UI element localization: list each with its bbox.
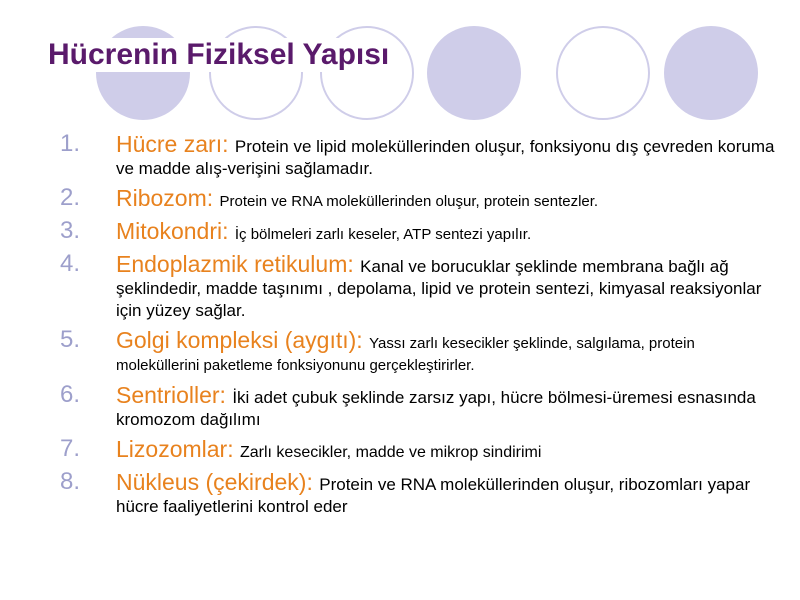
item-description: İç bölmeleri zarlı keseler, ATP sentezi yapılır. [234, 226, 532, 243]
item-description: Protein ve RNA moleküllerinden oluşur, protein sentezler. [219, 193, 599, 210]
item-term: Ribozom: [116, 185, 220, 211]
item-description: Protein ve lipid moleküllerinden oluşur, fonksiyonu dış çevreden koruma ve madde alış-verişini sağlamadır. [116, 137, 775, 178]
item-number: 2. [60, 184, 81, 211]
slide-title: Hücrenin Fiziksel Yapısı [48, 38, 395, 72]
organelle-list [60, 130, 780, 522]
list-item [60, 250, 780, 322]
item-number: 8. [60, 468, 81, 495]
decor-circle-4 [427, 26, 521, 120]
list-item [60, 184, 780, 213]
item-description: Zarlı kesecikler, madde ve mikrop sindirimi [239, 444, 542, 461]
item-number: 1. [60, 130, 81, 157]
item-term: Lizozomlar: [116, 436, 240, 462]
item-term: Golgi kompleksi (aygıtı): [116, 327, 370, 353]
item-description: Kanal ve borucuklar şeklinde membrana bağlı ağ şeklindedir, madde taşınımı , depolama, lipid ve protein sentezi, kimyasal reaksiyonlar için yüzey sağlar. [116, 257, 762, 320]
item-term: Hücre zarı: [116, 131, 235, 157]
item-description: Protein ve RNA moleküllerinden oluşur, ribozomları yapar hücre faaliyetlerini kontrol eder [116, 475, 751, 516]
item-term: Mitokondri: [116, 218, 235, 244]
item-number: 4. [60, 250, 81, 277]
item-number: 3. [60, 217, 81, 244]
list-item [60, 435, 780, 464]
item-term: Nükleus (çekirdek): [116, 469, 320, 495]
list-item [60, 217, 780, 246]
list-item [60, 381, 780, 431]
item-term: Endoplazmik retikulum: [116, 251, 361, 277]
list-item [60, 130, 780, 180]
list-item [60, 326, 780, 377]
item-description: Yassı zarlı kesecikler şeklinde, salgılama, protein moleküllerini paketleme fonksiyonunu gerçekleştirirler. [116, 335, 695, 374]
item-number: 5. [60, 326, 81, 353]
item-description: İki adet çubuk şeklinde zarsız yapı, hücre bölmesi-üremesi esnasında kromozom dağılımı [116, 388, 756, 429]
item-number: 7. [60, 435, 81, 462]
item-term: Sentrioller: [116, 382, 233, 408]
item-number: 6. [60, 381, 81, 408]
list-item [60, 468, 780, 518]
decor-circle-6 [664, 26, 758, 120]
decor-circle-5 [556, 26, 650, 120]
